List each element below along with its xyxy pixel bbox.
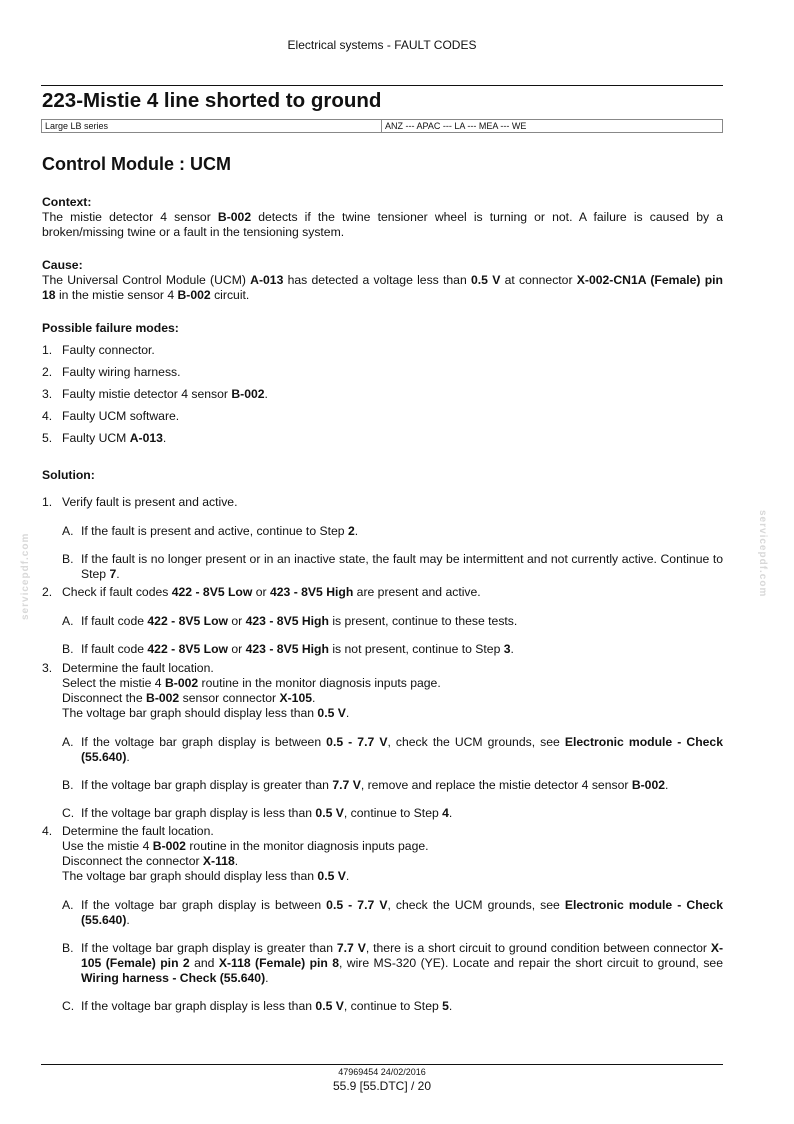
text-run: If the voltage bar graph display is between — [81, 735, 327, 749]
bold-text: A-013 — [250, 273, 284, 287]
step-instruction — [62, 706, 723, 721]
bold-text: 422 - 8V5 Low — [147, 614, 229, 628]
text-run: Determine the fault location. — [62, 661, 214, 675]
text-run: The voltage bar graph should display less than — [62, 869, 318, 883]
sub-step-text — [81, 778, 723, 793]
bold-text: 422 - 8V5 Low — [147, 642, 229, 656]
text-run: , remove and replace the mistie detector 4 sensor — [360, 778, 632, 792]
bold-text: A-013 — [129, 431, 163, 445]
solution-step — [42, 824, 723, 884]
text-run: Use the mistie 4 — [62, 839, 153, 853]
series-regions: ANZ --- APAC --- LA --- MEA --- WE — [385, 121, 527, 131]
context-section — [42, 195, 723, 240]
text-run: , continue to Step — [343, 999, 443, 1013]
text-run: If the voltage bar graph display is less than — [81, 999, 316, 1013]
text-run: . — [345, 869, 350, 883]
text-run: or — [228, 614, 246, 628]
solution-step — [42, 495, 723, 510]
failure-mode-item — [42, 409, 723, 424]
text-run: . — [264, 387, 268, 401]
bold-text: 0.5 - 7.7 V — [326, 898, 388, 912]
failure-modes-list — [42, 343, 723, 446]
text-run: If fault code — [81, 614, 148, 628]
failure-mode-text — [62, 409, 179, 424]
text-run: If the voltage bar graph display is less than — [81, 806, 316, 820]
bold-text: 7 — [109, 567, 117, 581]
step-instruction — [62, 824, 723, 839]
text-run: . — [354, 524, 359, 538]
text-run: . — [510, 642, 514, 656]
bold-text: 3 — [503, 642, 511, 656]
sub-step-letter: A. — [62, 898, 74, 912]
sub-step-text — [81, 941, 723, 986]
failure-mode-item — [42, 431, 723, 446]
text-run: Disconnect the connector — [62, 854, 203, 868]
text-run: . — [312, 691, 316, 705]
bold-text: 0.5 V — [315, 999, 344, 1013]
text-run: . — [116, 567, 120, 581]
sub-step — [62, 806, 723, 821]
bold-text: 7.7 V — [336, 941, 366, 955]
bold-text: Wiring harness - Check (55.640) — [81, 971, 266, 985]
text-run: , wire MS-320 (YE). Locate and repair the short circuit to ground, see — [339, 956, 723, 970]
sub-step — [62, 999, 723, 1014]
list-number: 3. — [42, 387, 53, 401]
series-model: Large LB series — [42, 120, 382, 132]
bold-text: 0.5 V — [317, 869, 346, 883]
text-run: If the voltage bar graph display is between — [81, 898, 327, 912]
bold-text: 423 - 8V5 High — [245, 614, 329, 628]
step-instruction — [62, 839, 723, 854]
text-run: Faulty UCM — [62, 431, 130, 445]
text-run: . — [345, 706, 350, 720]
text-run: The mistie detector 4 sensor — [42, 210, 218, 224]
text-run: at connector — [500, 273, 577, 287]
cause-section — [42, 258, 723, 303]
failure-modes-section — [42, 321, 723, 446]
bold-text: 0.5 V — [317, 706, 346, 720]
cause-label: Cause: — [42, 258, 83, 272]
text-run: or — [228, 642, 246, 656]
sub-step-letter: B. — [62, 941, 74, 955]
step-number: 3. — [42, 661, 53, 675]
text-run: are present and active. — [353, 585, 481, 599]
bold-text: 2 — [347, 524, 355, 538]
text-run: , check the UCM grounds, see — [387, 898, 565, 912]
sub-step-text — [81, 552, 723, 582]
footer-page-number: 55.9 [55.DTC] / 20 — [332, 1079, 432, 1093]
cause-text — [42, 273, 723, 303]
sub-step-letter: C. — [62, 999, 75, 1013]
sub-step-text — [81, 898, 723, 928]
sub-step — [62, 898, 723, 928]
text-run: . — [448, 806, 453, 820]
text-run: is present, continue to these tests. — [328, 614, 518, 628]
text-run: detects if the twine tensioner wheel is turning or not. A failure is caused by a broken/missing twine or a fault in the tensioning system. — [42, 210, 723, 239]
text-run: Select the mistie 4 — [62, 676, 165, 690]
bold-text: 422 - 8V5 Low — [171, 585, 253, 599]
sub-step-letter: A. — [62, 524, 74, 538]
failure-mode-text — [62, 343, 155, 358]
page-header: Electrical systems - FAULT CODES — [287, 38, 477, 52]
text-run: Check if fault codes — [62, 585, 172, 599]
bold-text: 423 - 8V5 High — [269, 585, 354, 599]
text-run: Disconnect the — [62, 691, 147, 705]
sub-step-text — [81, 524, 723, 539]
failure-mode-text — [62, 387, 268, 402]
text-run: routine in the monitor diagnosis inputs page. — [185, 839, 429, 853]
sub-step — [62, 524, 723, 539]
bold-text: B-002 — [146, 691, 180, 705]
sub-step-text — [81, 642, 723, 657]
text-run: , check the UCM grounds, see — [387, 735, 565, 749]
step-instruction — [62, 854, 723, 869]
page-title: 223-Mistie 4 line shorted to ground — [42, 89, 382, 112]
failure-mode-item — [42, 365, 723, 380]
text-run: , there is a short circuit to ground condition between connector — [365, 941, 711, 955]
solution-section — [42, 468, 723, 1017]
bold-text: X-002-CN1A (Female) pin 18 — [42, 273, 723, 302]
text-run: Verify fault is present and active. — [62, 495, 238, 509]
sub-step — [62, 614, 723, 629]
text-run: , continue to Step — [343, 806, 443, 820]
failure-mode-item — [42, 387, 723, 402]
text-run: is not present, continue to Step — [328, 642, 504, 656]
list-number: 5. — [42, 431, 53, 445]
text-run: or — [252, 585, 270, 599]
module-heading: Control Module : UCM — [42, 154, 231, 174]
step-instruction — [62, 691, 723, 706]
text-run: . — [265, 971, 269, 985]
failure-mode-text — [62, 365, 181, 380]
top-rule — [41, 85, 723, 86]
step-number: 4. — [42, 824, 53, 838]
text-run: If the fault is no longer present or in an inactive state, the fault may be intermittent and not currently active. Continue to Step — [81, 552, 723, 581]
sub-step-letter: A. — [62, 614, 74, 628]
sub-step — [62, 941, 723, 986]
bold-text: 0.5 V — [471, 273, 501, 287]
sub-step-text — [81, 735, 723, 765]
solution-steps — [42, 495, 723, 1017]
bold-text: B-002 — [217, 210, 252, 224]
text-run: . — [665, 778, 669, 792]
failure-mode-item — [42, 343, 723, 358]
bold-text: X-118 (Female) pin 8 — [218, 956, 340, 970]
bold-text: 7.7 V — [332, 778, 361, 792]
list-number: 1. — [42, 343, 53, 357]
bold-text: Electronic module - Check (55.640) — [81, 898, 723, 927]
step-instruction — [62, 676, 723, 691]
text-run: If the voltage bar graph display is greater than — [81, 941, 337, 955]
list-number: 4. — [42, 409, 53, 423]
sub-step-letter: A. — [62, 735, 74, 749]
bold-text: B-002 — [177, 288, 211, 302]
bold-text: 423 - 8V5 High — [245, 642, 329, 656]
text-run: in the mistie sensor 4 — [55, 288, 178, 302]
sub-step-letter: B. — [62, 552, 74, 566]
text-run: The voltage bar graph should display less than — [62, 706, 318, 720]
text-run: routine in the monitor diagnosis inputs page. — [198, 676, 441, 690]
bold-text: 0.5 - 7.7 V — [326, 735, 388, 749]
text-run: . — [162, 431, 167, 445]
text-run: If the voltage bar graph display is greater than — [81, 778, 333, 792]
text-run: Faulty mistie detector 4 sensor — [62, 387, 232, 401]
sub-step — [62, 642, 723, 657]
text-run: . — [126, 913, 130, 927]
sub-step-text — [81, 999, 723, 1014]
bottom-rule — [41, 1064, 723, 1065]
bold-text: 5 — [442, 999, 449, 1013]
bold-text: 0.5 V — [315, 806, 344, 820]
watermark-left: servicepdf.com — [20, 532, 31, 620]
solution-step — [42, 661, 723, 721]
content — [42, 195, 723, 1035]
text-run: If fault code — [81, 642, 148, 656]
failure-modes-label: Possible failure modes: — [42, 321, 179, 335]
bold-text: B-002 — [152, 839, 186, 853]
text-run: Faulty connector. — [62, 343, 155, 357]
text-run: Faulty wiring harness. — [62, 365, 181, 379]
text-run: The Universal Control Module (UCM) — [42, 273, 251, 287]
step-spacer — [42, 1014, 723, 1017]
bold-text: B-002 — [231, 387, 265, 401]
solution-label: Solution: — [42, 468, 95, 482]
text-run: If the fault is present and active, continue to Step — [81, 524, 348, 538]
watermark-right: servicepdf.com — [757, 510, 768, 598]
step-instruction — [62, 585, 723, 600]
sub-step — [62, 735, 723, 765]
solution-step — [42, 585, 723, 600]
footer-doc-number: 47969454 24/02/2016 — [338, 1067, 426, 1077]
sub-step — [62, 778, 723, 793]
bold-text: X-105 — [279, 691, 313, 705]
context-text — [42, 210, 723, 240]
step-instruction — [62, 495, 723, 510]
text-run: sensor connector — [179, 691, 280, 705]
text-run: Faulty UCM software. — [62, 409, 180, 423]
text-run: circuit. — [210, 288, 250, 302]
text-run: Determine the fault location. — [62, 824, 214, 838]
sub-step-text — [81, 806, 723, 821]
list-number: 2. — [42, 365, 53, 379]
bold-text: B-002 — [164, 676, 199, 690]
sub-step-letter: B. — [62, 642, 74, 656]
failure-mode-text — [62, 431, 166, 446]
text-run: has detected a voltage less than — [283, 273, 471, 287]
bold-text: Electronic module - Check (55.640) — [81, 735, 723, 764]
bold-text: B-002 — [631, 778, 666, 792]
step-number: 1. — [42, 495, 53, 509]
context-label: Context: — [42, 195, 92, 209]
bold-text: X-118 — [202, 854, 235, 868]
text-run: and — [189, 956, 219, 970]
bold-text: X-105 (Female) pin 2 — [81, 941, 723, 970]
bold-text: 4 — [442, 806, 449, 820]
text-run: . — [448, 999, 453, 1013]
step-instruction — [62, 869, 723, 884]
step-instruction — [62, 661, 723, 676]
text-run: . — [234, 854, 239, 868]
sub-step-text — [81, 614, 723, 629]
sub-step-letter: B. — [62, 778, 74, 792]
series-table — [41, 119, 723, 133]
step-number: 2. — [42, 585, 53, 599]
sub-step-letter: C. — [62, 806, 75, 820]
text-run: . — [126, 750, 130, 764]
sub-step — [62, 552, 723, 582]
